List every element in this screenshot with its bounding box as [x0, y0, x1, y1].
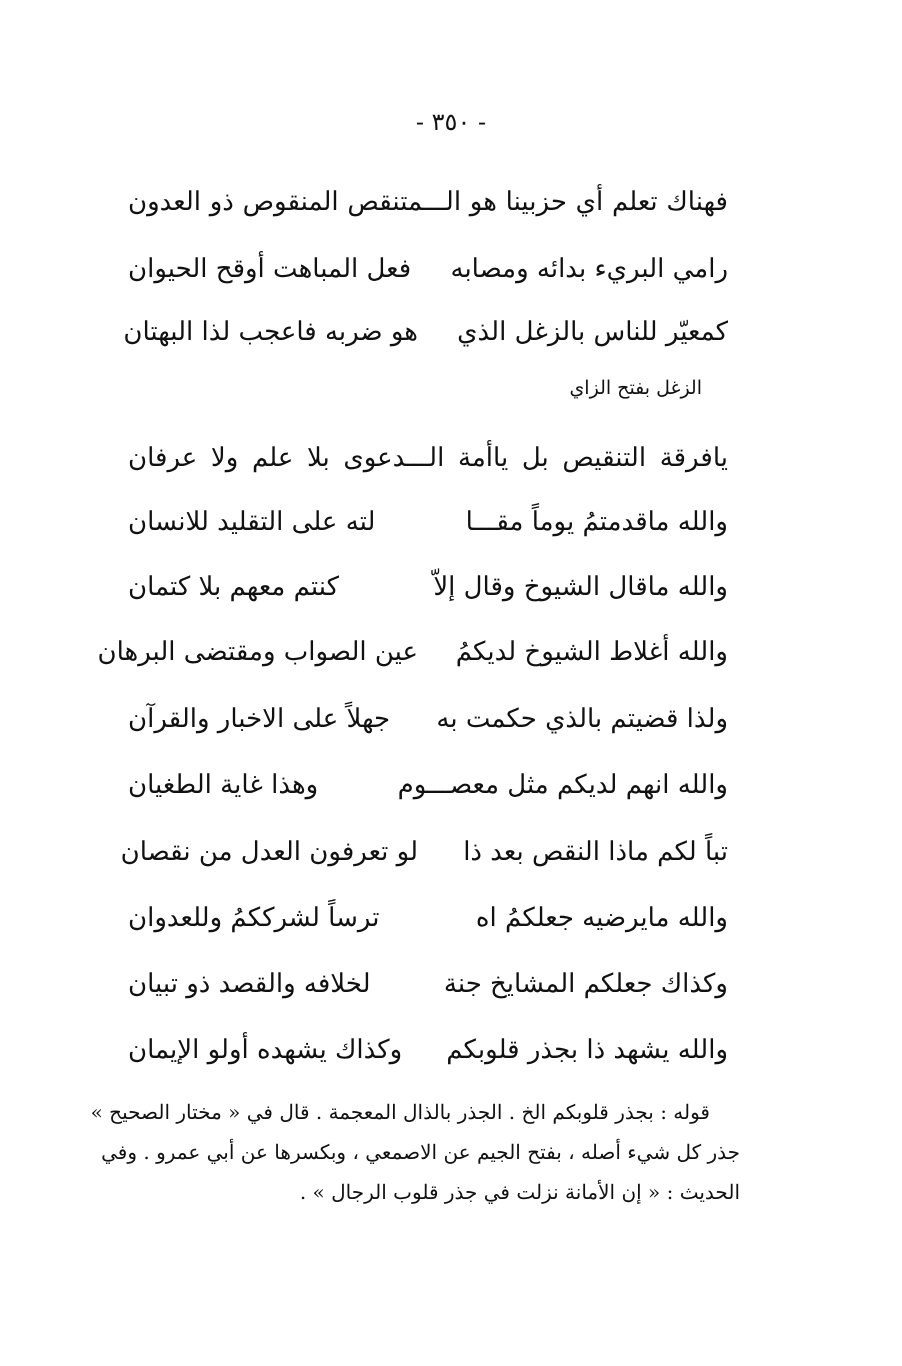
verse-line — [128, 896, 728, 940]
verse-second-hemistich: لخلافه والقصد ذو تبيان — [128, 969, 371, 999]
verse-line: يافرقة التنقيص بل ياأمة الـــدعوى بلا علم ولا عرفان — [128, 443, 728, 473]
page-number: - ٣٥٠ - — [415, 108, 487, 136]
verse-second-hemistich: عين الصواب ومقتضى البرهان — [97, 637, 418, 667]
inline-note: الزغل بفتح الزاي — [569, 377, 702, 399]
verse-second-hemistich: جهلاً على الاخبار والقرآن — [128, 704, 391, 734]
verse-first-hemistich: كمعيّر للناس بالزغل الذي — [457, 317, 728, 347]
verse-second-hemistich: ترساً لشرككمُ وللعدوان — [128, 903, 380, 933]
verse-first-hemistich: ولذا قضيتم بالذي حكمت به — [436, 704, 728, 734]
verse-line — [128, 565, 728, 609]
footnote-line: الحديث : « إن الأمانة نزلت في جذر قلوب الرجال » . — [299, 1180, 740, 1204]
verse-second-hemistich: وهذا غاية الطغيان — [128, 770, 319, 800]
verse-first-hemistich: والله ماقدمتمُ يوماً مقـــا — [465, 507, 728, 537]
verse-first-hemistich: والله ماقال الشيوخ وقال إلاّ — [433, 572, 728, 602]
verse-line — [128, 962, 728, 1006]
verse-line — [128, 1028, 728, 1072]
verse-line — [128, 763, 728, 807]
verse-second-hemistich: فعل المباهت أوقح الحيوان — [128, 254, 412, 284]
verse-first-hemistich: والله يشهد ذا بجذر قلوبكم — [446, 1035, 728, 1065]
verse-second-hemistich: لته على التقليد للانسان — [128, 507, 376, 537]
verse-first-hemistich: رامي البريء بدائه ومصابه — [450, 254, 728, 284]
verse-second-hemistich: هو ضربه فاعجب لذا البهتان — [123, 317, 418, 347]
verse-second-hemistich: لو تعرفون العدل من نقصان — [120, 837, 418, 867]
verse-first-hemistich: والله أغلاط الشيوخ لديكمُ — [455, 637, 728, 667]
verse-first-hemistich: والله انهم لديكم مثل معصـــوم — [397, 770, 728, 800]
verse-line — [128, 697, 728, 741]
verse-line — [123, 310, 728, 354]
verse-line — [128, 247, 728, 291]
verse-first-hemistich: تباً لكم ماذا النقص بعد ذا — [463, 837, 728, 867]
verse-second-hemistich: وكذاك يشهده أولو الإيمان — [128, 1035, 403, 1065]
verse-line — [120, 830, 728, 874]
footnote — [90, 1092, 740, 1212]
footnote-line: قوله : بجذر قلوبكم الخ . الجذر بالذال المعجمة . قال في « مختار الصحيح » — [90, 1100, 710, 1124]
verse-first-hemistich: والله مايرضيه جعلكمُ اه — [475, 903, 728, 933]
verse-line — [128, 500, 728, 544]
verse-line — [97, 630, 728, 674]
verse-first-hemistich: وكذاك جعلكم المشايخ جنة — [443, 969, 728, 999]
verse-line: فهناك تعلم أي حزبينا هو الـــمتنقص المنقوص ذو العدون — [128, 187, 728, 217]
footnote-line: جذر كل شيء أصله ، بفتح الجيم عن الاصمعي ، وبكسرها عن أبي عمرو . وفي — [101, 1140, 740, 1164]
verse-second-hemistich: كنتم معهم بلا كتمان — [128, 572, 339, 602]
